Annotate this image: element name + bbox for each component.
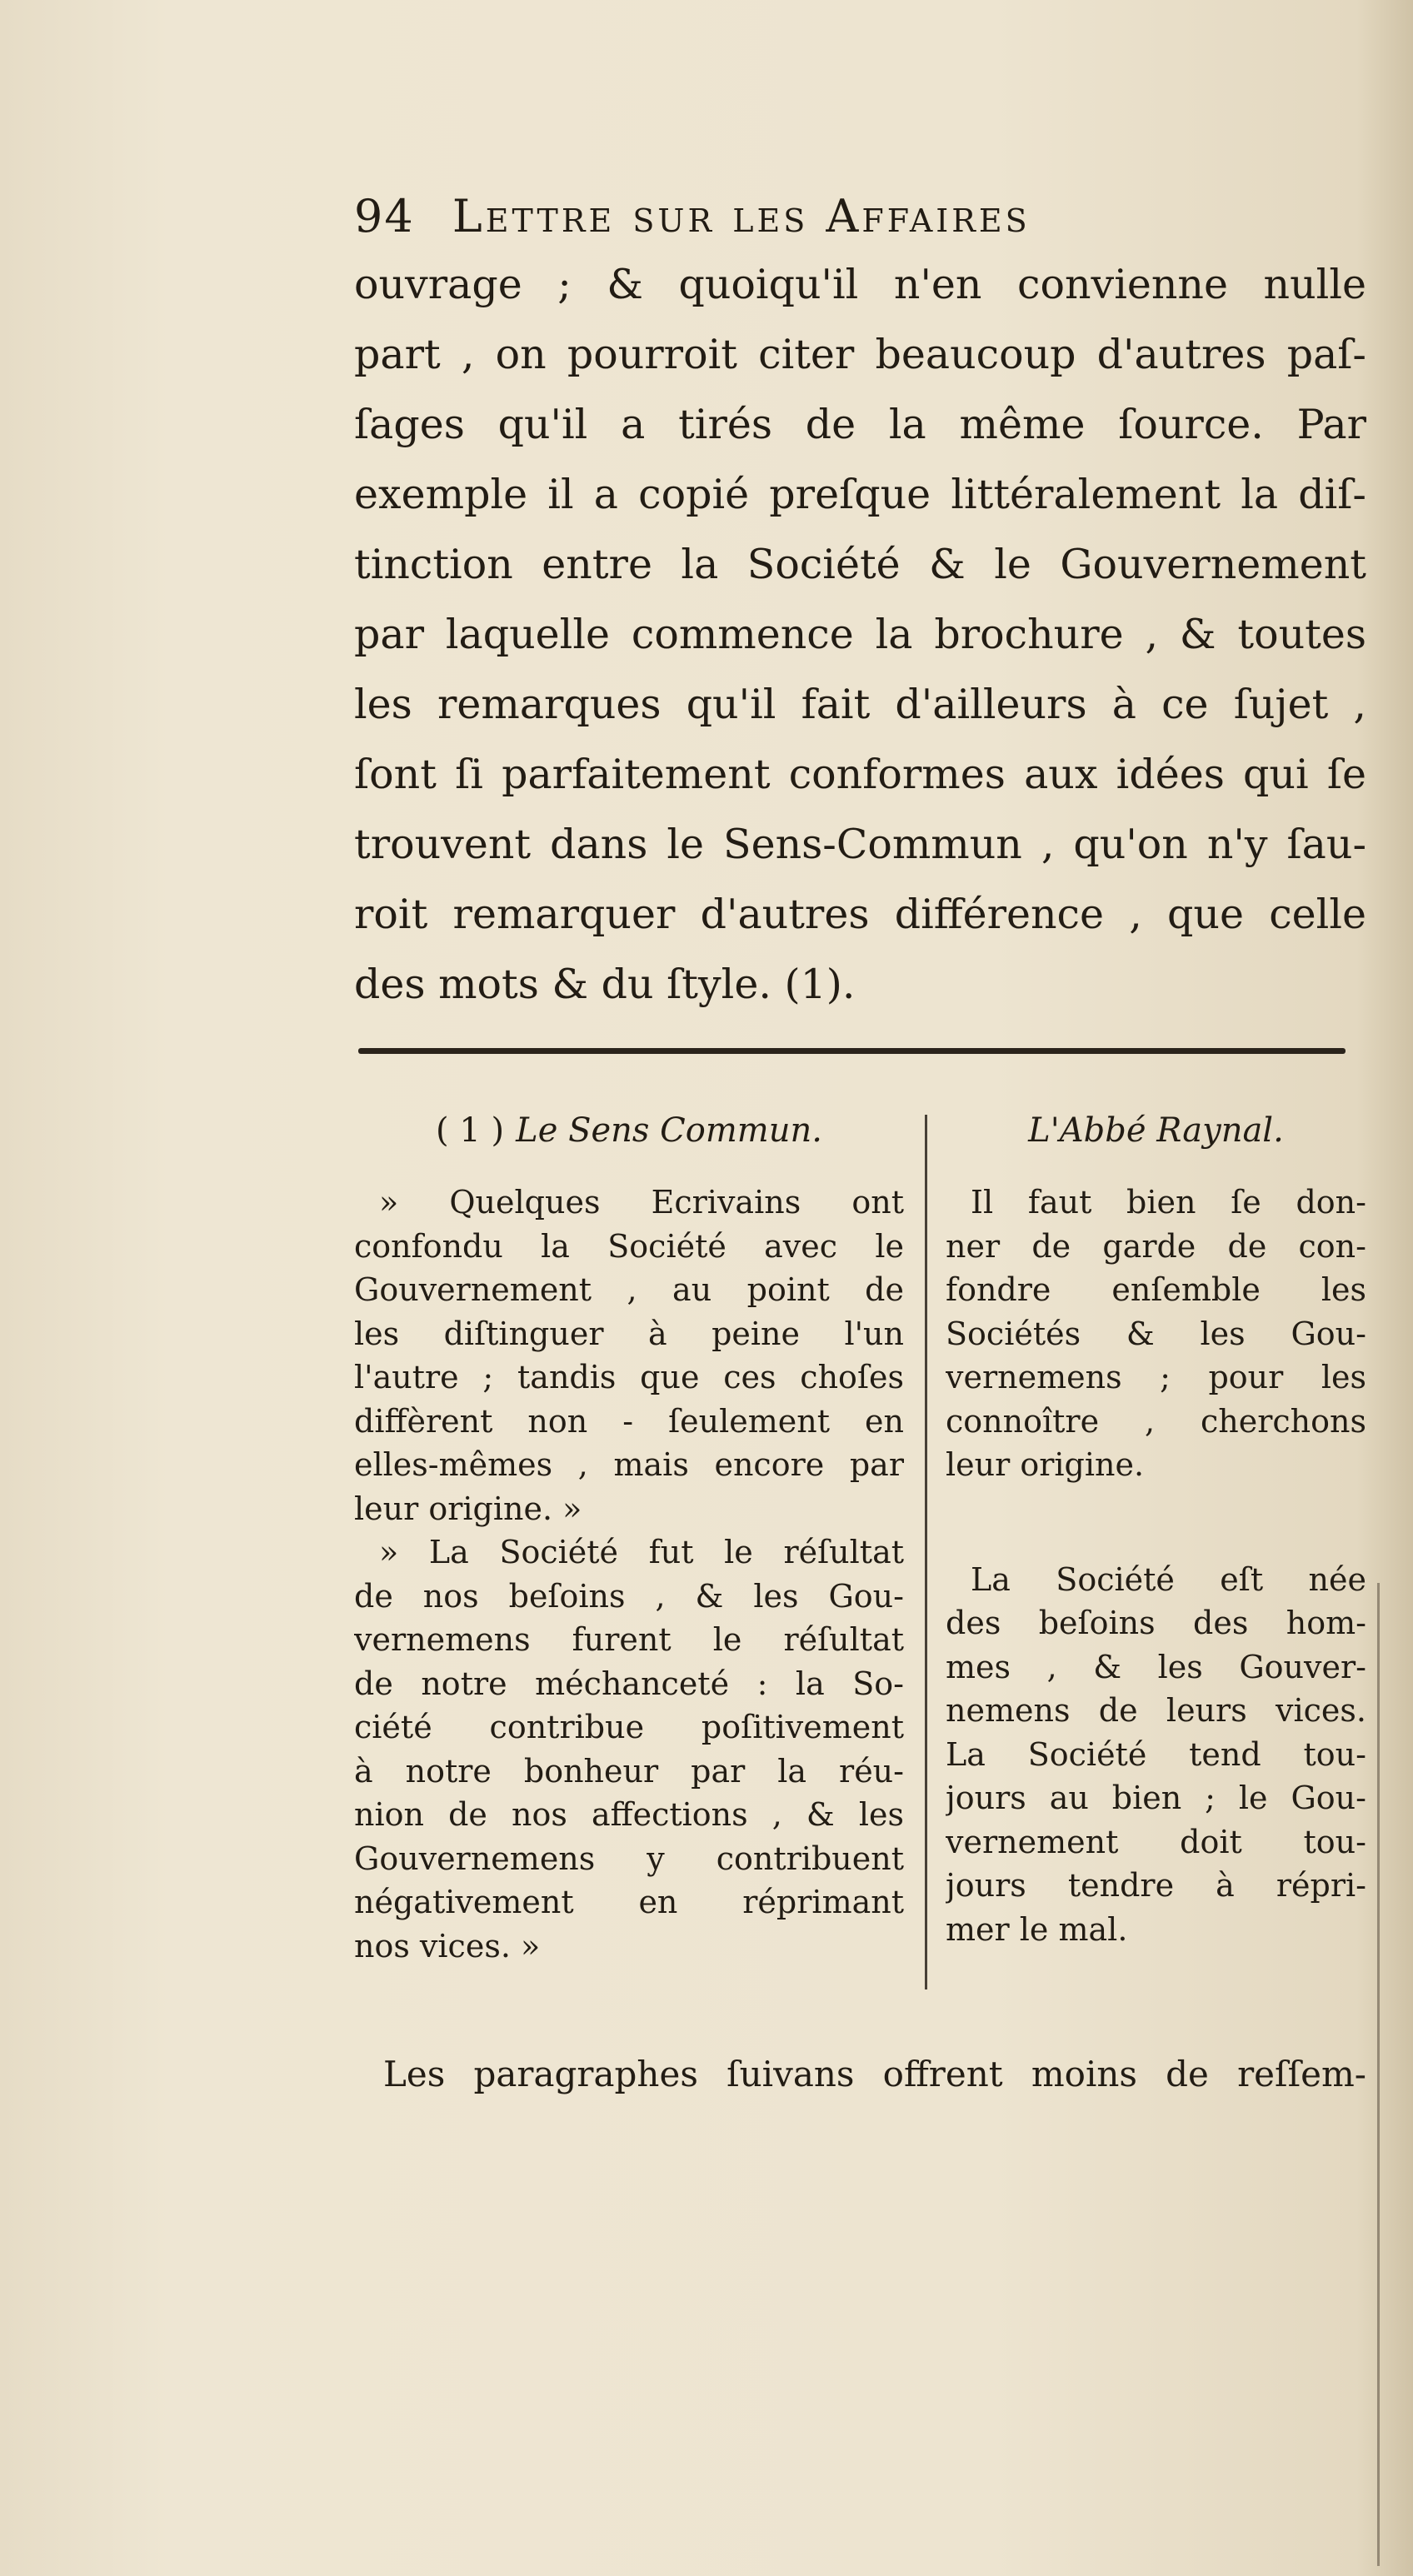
- text-line: des mots & du ſtyle. (1).: [354, 961, 856, 1008]
- continuation-line: Les paragraphes ſuivans offrent moins de reſſem-: [383, 2054, 1366, 2094]
- footnote-line: elles-mêmes , mais encore par: [354, 1446, 904, 1483]
- footnote-line: mes , & les Gouver-: [946, 1648, 1366, 1685]
- footnote-line: vernemens ; pour les: [946, 1359, 1366, 1395]
- footnote-heading-right: L'Abbé Raynal.: [1028, 1111, 1284, 1150]
- footnote-line: Sociétés & les Gou-: [946, 1315, 1366, 1352]
- footnote-column-sens-commun: [354, 1100, 904, 1968]
- footnote-line: l'autre ; tandis que ces choſes: [354, 1359, 904, 1395]
- footnote-heading-left: [354, 1100, 904, 1162]
- text-line: ſages qu'il a tirés de la même ſource. Par: [354, 401, 1366, 448]
- footnotes: [354, 1100, 1371, 2049]
- footnote-number: ( 1 ): [436, 1111, 505, 1150]
- text-line: tinction entre la Société & le Gouvernement: [354, 541, 1366, 588]
- footnote-line: les diſtinguer à peine l'un: [354, 1315, 904, 1352]
- footnote-line: leur origine. »: [354, 1490, 582, 1527]
- footnote-line: nion de nos affections , & les: [354, 1796, 904, 1833]
- footnote-rule: [358, 1048, 1346, 1054]
- text-line: roit remarquer d'autres différence , que celle: [354, 891, 1366, 938]
- footnote-line: Gouvernemens y contribuent: [354, 1840, 904, 1877]
- footnote-line: leur origine.: [946, 1446, 1145, 1483]
- footnote-column-raynal: [946, 1100, 1366, 1951]
- footnote-line: de notre méchanceté : la So-: [354, 1665, 904, 1702]
- footnote-line: » Quelques Ecrivains ont: [379, 1184, 904, 1221]
- text-line: par laquelle commence la brochure , & toutes: [354, 611, 1366, 658]
- text-line: trouvent dans le Sens-Commun , qu'on n'y ſau-: [354, 821, 1366, 868]
- footnote-line: vernement doit tou-: [946, 1823, 1366, 1860]
- footnote-line: diffèrent non - ſeulement en: [354, 1402, 904, 1440]
- footnote-line: à notre bonheur par la réu-: [354, 1752, 904, 1790]
- text-line: ouvrage ; & quoiqu'il n'en convienne nulle: [354, 261, 1366, 308]
- footnote-line: connoître , cherchons: [946, 1402, 1366, 1440]
- footnote-line: ner de garde de con-: [946, 1227, 1366, 1265]
- footnote-line: La Société tend tou-: [946, 1735, 1366, 1773]
- text-line: part , on pourroit citer beaucoup d'autres paſ-: [354, 331, 1366, 378]
- main-paragraph: [354, 250, 1366, 1020]
- running-header: [354, 183, 1354, 250]
- footnote-line: ciété contribue poſitivement: [354, 1709, 904, 1745]
- footnote-line: Il faut bien ſe don-: [971, 1184, 1366, 1221]
- footnote-line: nos vices. »: [354, 1927, 541, 1964]
- footnote-line: jours au bien ; le Gou-: [946, 1780, 1366, 1816]
- footnote-line: nemens de leurs vices.: [946, 1692, 1366, 1729]
- footnote-line: fondre enſemble les: [946, 1271, 1366, 1308]
- footnote-line: La Société eſt née: [971, 1560, 1366, 1598]
- footnote-line: » La Société fut le réſultat: [379, 1534, 904, 1570]
- page-edge-shadow: [1377, 1583, 1380, 2566]
- column-divider: [925, 1115, 927, 1989]
- text-line: exemple il a copié preſque littéralement la diſ-: [354, 471, 1366, 518]
- footnote-title: Le Sens Commun.: [516, 1111, 822, 1150]
- running-title: Lettre sur les Affaires: [452, 190, 1031, 242]
- text-line: les remarques qu'il fait d'ailleurs à ce ſujet ,: [354, 681, 1366, 728]
- footnote-line: Gouvernement , au point de: [354, 1271, 904, 1308]
- page-number: 94: [354, 190, 415, 242]
- footnote-line: vernemens furent le réſultat: [354, 1621, 904, 1658]
- footnote-line: des beſoins des hom-: [946, 1605, 1366, 1641]
- footnote-line: négativement en réprimant: [354, 1884, 904, 1920]
- footnote-line: confondu la Société avec le: [354, 1227, 904, 1265]
- footnote-line: jours tendre à répri-: [946, 1867, 1366, 1904]
- footnote-line: mer le mal.: [946, 1910, 1128, 1948]
- footnote-line: de nos beſoins , & les Gou-: [354, 1577, 904, 1615]
- text-line: ſont ſi parfaitement conformes aux idées qui ſe: [354, 751, 1366, 798]
